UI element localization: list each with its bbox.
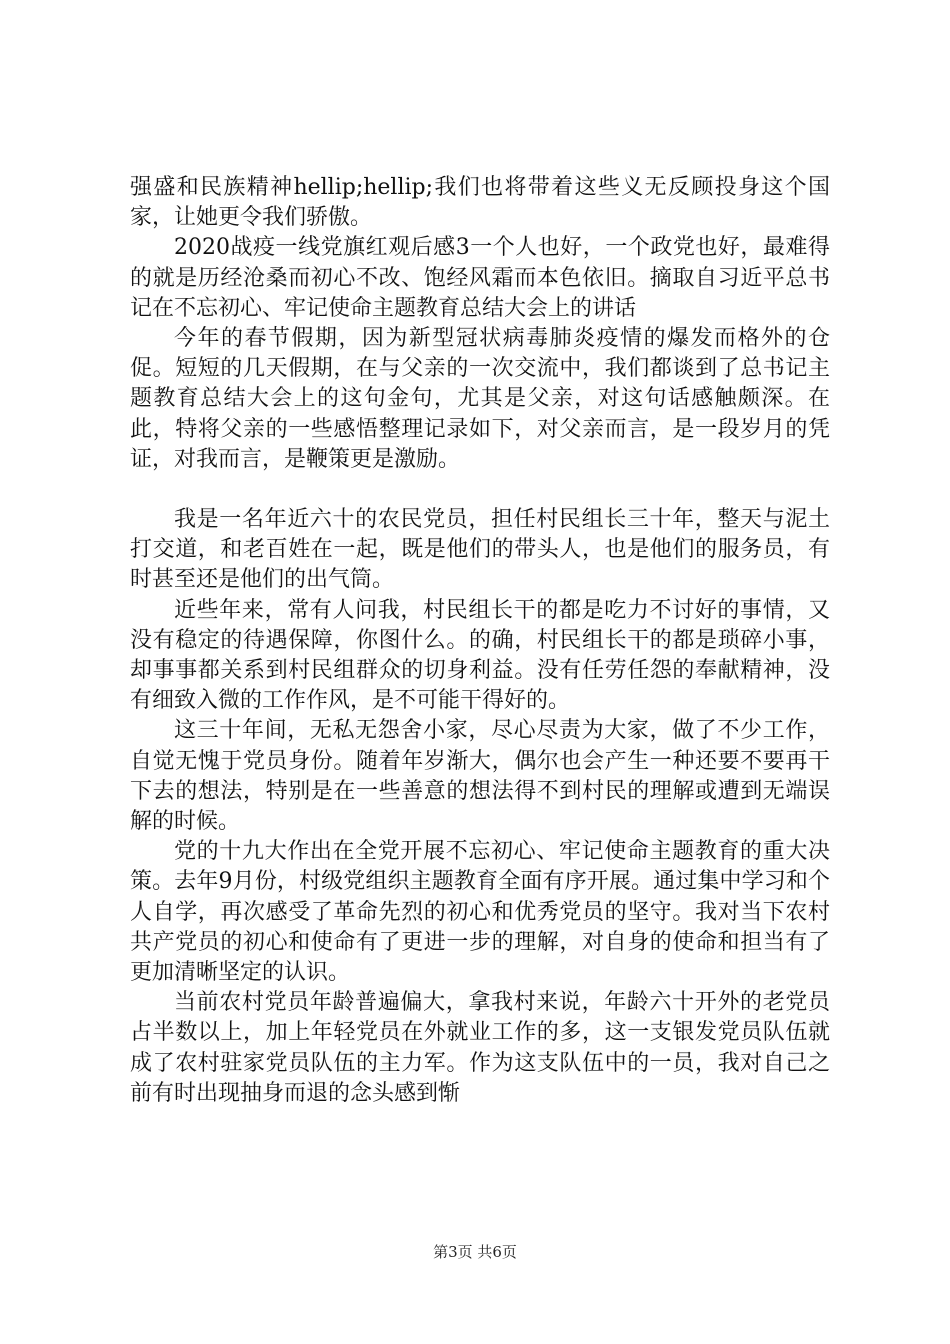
document-body bbox=[130, 173, 830, 1109]
paragraph-3: 今年的春节假期，因为新型冠状病毒肺炎疫情的爆发而格外的仓促。短短的几天假期，在与父亲的一次交流中，我们都谈到了总书记主题教育总结大会上的这句金句，尤其是父亲，对这句话感触颇深。在此，特将父亲的一些感悟整理记录如下，对父亲而言，是一段岁月的凭证，对我而言，是鞭策更是激励。 bbox=[130, 326, 830, 472]
paragraph-2: 2020战疫一线党旗红观后感3一个人也好，一个政党也好，最难得的就是历经沧桑而初心不改、饱经风霜而本色依旧。摘取自习近平总书记在不忘初心、牢记使命主题教育总结大会上的讲话 bbox=[130, 235, 830, 321]
paragraph-5: 近些年来，常有人问我，村民组长干的都是吃力不讨好的事情，又没有稳定的待遇保障，你图什么。的确，村民组长干的都是琐碎小事，却事事都关系到村民组群众的切身利益。没有任劳任怨的奉献精神，没有细致入微的工作作风，是不可能干得好的。 bbox=[130, 597, 830, 714]
paragraph-spacer bbox=[130, 475, 830, 505]
page-footer: 第3页 共6页 bbox=[433, 1243, 517, 1261]
paragraph-6: 这三十年间，无私无怨舍小家，尽心尽责为大家，做了不少工作，自觉无愧于党员身份。随着年岁渐大，偶尔也会产生一种还要不要再干下去的想法，特别是在一些善意的想法得不到村民的理解或遭到无端误解的时候。 bbox=[130, 718, 830, 835]
paragraph-8: 当前农村党员年龄普遍偏大，拿我村来说，年龄六十开外的老党员占半数以上，加上年轻党员在外就业工作的多，这一支银发党员队伍就成了农村驻家党员队伍的主力军。作为这支队伍中的一员，我对自己之前有时出现抽身而退的念头感到惭 bbox=[130, 990, 830, 1106]
paragraph-7: 党的十九大作出在全党开展不忘初心、牢记使命主题教育的重大决策。去年9月份，村级党组织主题教育全面有序开展。通过集中学习和个人自学，再次感受了革命先烈的初心和优秀党员的坚守。我对当下农村共产党员的初心和使命有了更进一步的理解，对自身的使命和担当有了更加清晰坚定的认识。 bbox=[130, 839, 830, 986]
paragraph-1: 强盛和民族精神hellip;hellip;我们也将带着这些义无反顾投身这个国家，让她更令我们骄傲。 bbox=[130, 175, 830, 231]
paragraph-4: 我是一名年近六十的农民党员，担任村民组长三十年，整天与泥土打交道，和老百姓在一起，既是他们的带头人，也是他们的服务员，有时甚至还是他们的出气筒。 bbox=[130, 507, 830, 593]
